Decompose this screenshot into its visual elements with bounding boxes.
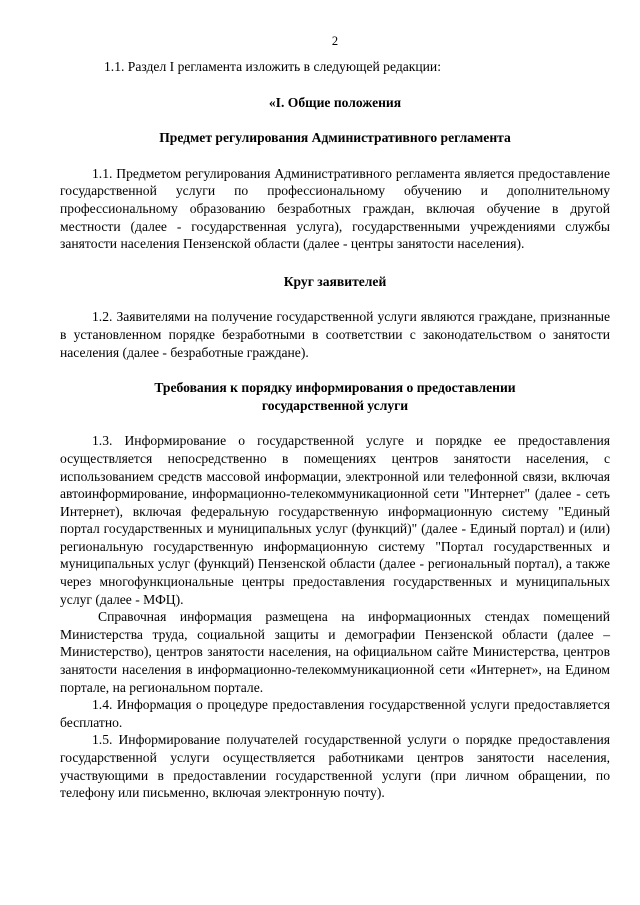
paragraph-1-5: 1.5. Информирование получателей государственной услуги о порядке предоставления государственной услуги осуществляется работниками центров занятости населения, участвующими в предоставлении государственной услуги (при личном обращении, по телефону или письменно, включая электронную почту). — [60, 732, 610, 801]
requirements-heading — [60, 379, 610, 414]
section-title: «I. Общие положения — [268, 94, 402, 110]
paragraph-1-2: 1.2. Заявителями на получение государственной услуги являются граждане, признанные в установленном порядке безработными в соответствии с законодательством о занятости населения (далее - безработные граждане). — [60, 309, 610, 360]
paragraph-reference-info: Справочная информация размещена на информационных стендах помещений Министерства труда, социальной защиты и демографии Пензенской области (далее – Министерство), центров занятости населения, на официальном сайте Министерства, центров занятости населения в информационно-телекоммуникационной сети «Интернет», на Едином портале, на региональном портале. — [60, 609, 610, 695]
subject-heading: Предмет регулирования Административного регламента — [159, 130, 511, 146]
paragraph-1-4: 1.4. Информация о процедуре предоставления государственной услуги предоставляется бесплатно. — [60, 697, 610, 730]
requirements-heading-line-2: государственной услуги — [261, 397, 409, 413]
page-number: 2 — [331, 34, 339, 48]
applicants-heading: Круг заявителей — [283, 273, 387, 289]
document-page — [60, 34, 610, 802]
intro-line: 1.1. Раздел I регламента изложить в следующей редакции: — [104, 59, 441, 74]
paragraph-1-1: 1.1. Предметом регулирования Административного регламента является предоставление государственной услуги по профессиональному обучению и дополнительному профессиональному образованию безработных граждан, включая обучение в другой местности (далее - государственная услуга), государственными учреждениями службы занятости населения Пензенской области (далее - центры занятости населения). — [60, 165, 610, 252]
requirements-heading-line-1: Требования к порядку информирования о предоставлении — [154, 380, 516, 396]
paragraph-1-3: 1.3. Информирование о государственной услуге и порядке ее предоставления осуществляется непосредственно в помещениях центров занятости населения, с использованием средств массовой информации, электронной или телефонной связи, включая автоинформирование, информационно-телекоммуникационной сети "Интернет" (далее - сеть Интернет), включая федеральную государственную информационную систему "Единый портал государственных и муниципальных услуг (функций)" (далее - Единый портал) и (или) региональную государственную информационную систему "Портал государственных и муниципальных услуг (функций) Пензенской области (далее - региональный портал), а также через многофункциональные центры предоставления государственных и муниципальных услуг (далее - МФЦ). — [60, 433, 610, 607]
